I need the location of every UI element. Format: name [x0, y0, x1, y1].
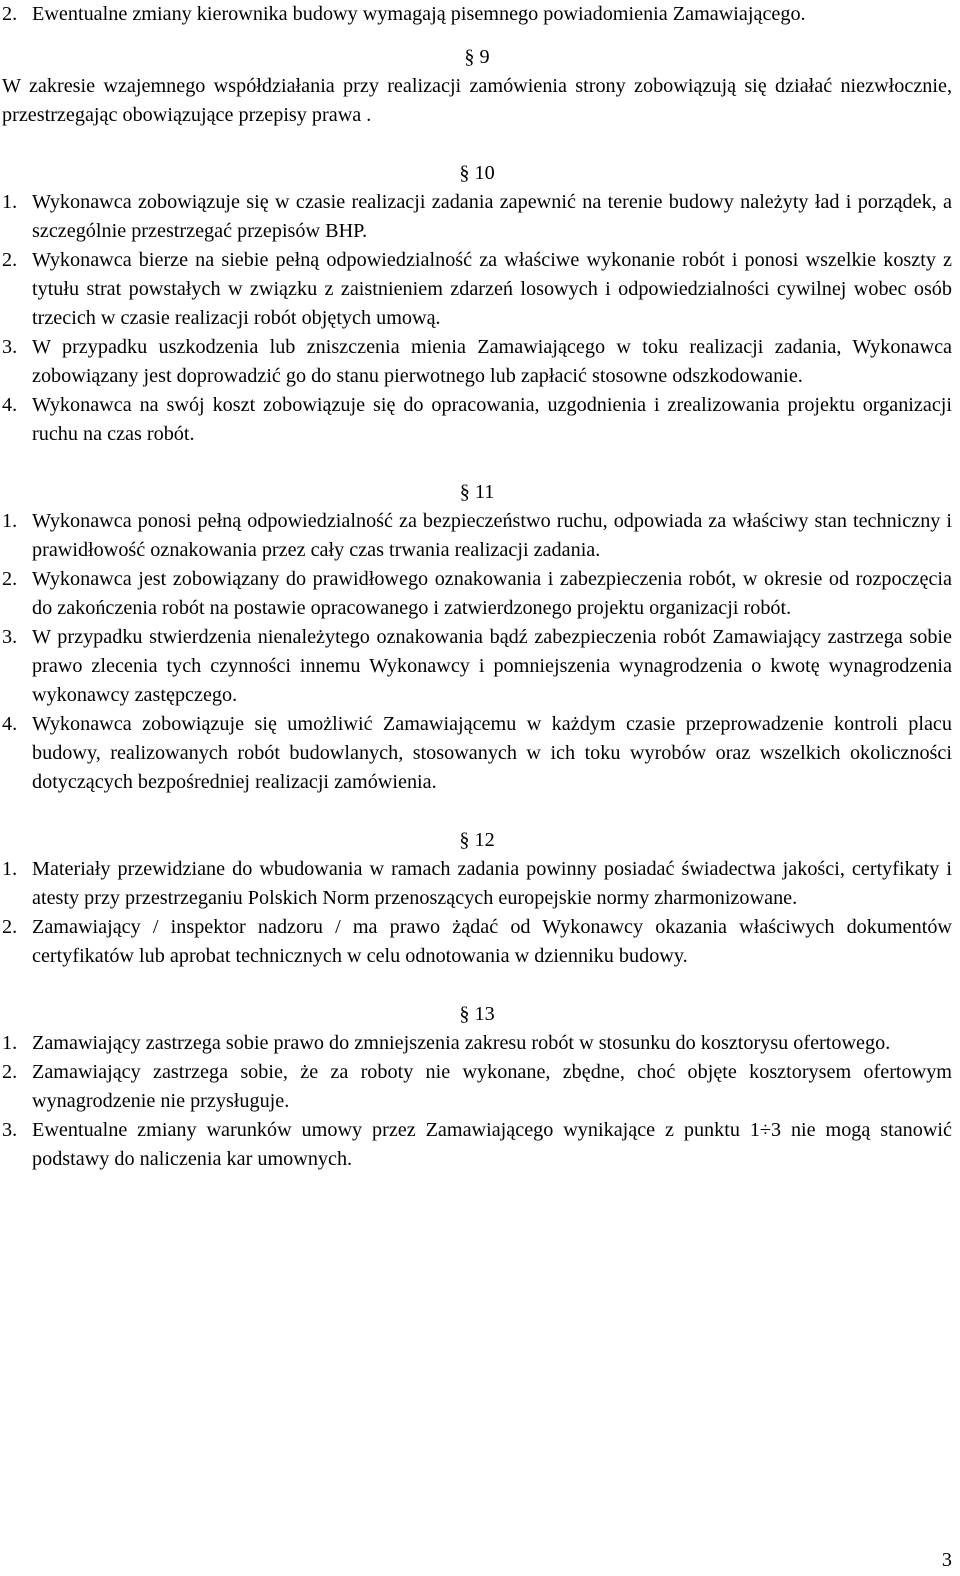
item-number: 3. [2, 1119, 18, 1141]
item-number: 3. [2, 626, 18, 648]
section-heading-10: § 10 [459, 162, 495, 184]
item-number: 1. [2, 510, 18, 532]
document-page [2, 0, 952, 1174]
paragraph [2, 0, 952, 29]
page-number: 3 [941, 1549, 952, 1571]
item-number: 1. [2, 1032, 18, 1054]
list-item [2, 1116, 952, 1174]
list-item [2, 855, 952, 913]
item-text: Wykonawca jest zobowiązany do prawidłowego oznakowania i zabezpieczenia robót, w okresie od rozpoczęcia do zakończenia robót na postawie opracowanego i zatwierdzonego projektu organizacji robót. [32, 568, 952, 619]
item-number: 1. [2, 858, 18, 880]
item-number: 2. [2, 249, 18, 271]
item-number: 3. [2, 336, 18, 358]
item-number: 2. [2, 1061, 18, 1083]
list-item [2, 391, 952, 449]
paragraph-number: 2. [2, 3, 18, 25]
item-text: Zamawiający zastrzega sobie, że za roboty nie wykonane, zbędne, choć objęte kosztorysem ofertowym wynagrodzenie nie przysługuje. [32, 1061, 952, 1112]
item-text: W przypadku uszkodzenia lub zniszczenia mienia Zamawiającego w toku realizacji zadania, Wykonawca zobowiązany jest doprowadzić go do stanu pierwotnego lub zapłacić stosowne odszkodowanie. [32, 336, 952, 387]
list-item [2, 623, 952, 710]
section-heading-11: § 11 [459, 481, 495, 503]
item-text: W przypadku stwierdzenia nienależytego oznakowania bądź zabezpieczenia robót Zamawiający zastrzega sobie prawo zlecenia tych czynności innemu Wykonawcy i pomniejszenia wynagrodzenia o kwotę wynagrodzenia wykonawcy zastępczego. [32, 626, 952, 706]
item-number: 4. [2, 713, 18, 735]
list-item [2, 1029, 952, 1058]
paragraph-text: Ewentualne zmiany kierownika budowy wymagają pisemnego powiadomienia Zamawiającego. [32, 3, 806, 25]
list-item [2, 507, 952, 565]
section-heading-9: § 9 [464, 46, 490, 68]
list-item [2, 565, 952, 623]
item-text: Wykonawca na swój koszt zobowiązuje się do opracowania, uzgodnienia i zrealizowania projektu organizacji ruchu na czas robót. [32, 394, 952, 445]
section-9-text: W zakresie wzajemnego współdziałania przy realizacji zamówienia strony zobowiązują się działać niezwłocznie, przestrzegając obowiązujące przepisy prawa . [2, 75, 952, 126]
list-item [2, 188, 952, 246]
item-text: Wykonawca bierze na siebie pełną odpowiedzialność za właściwe wykonanie robót i ponosi wszelkie koszty z tytułu strat powstałych w związku z zaistnieniem zdarzeń losowych i odpowiedzialności cywilnej wobec osób trzecich w czasie realizacji robót objętych umową. [32, 249, 952, 329]
section-heading-13: § 13 [459, 1003, 495, 1025]
section-heading-12: § 12 [459, 829, 495, 851]
list-item [2, 333, 952, 391]
item-number: 2. [2, 916, 18, 938]
list-item [2, 1058, 952, 1116]
item-text: Materiały przewidziane do wbudowania w ramach zadania powinny posiadać świadectwa jakości, certyfikaty i atesty przy przestrzeganiu Polskich Norm przenoszących europejskie normy zharmonizowane. [32, 858, 952, 909]
item-text: Ewentualne zmiany warunków umowy przez Zamawiającego wynikające z punktu 1÷3 nie mogą stanowić podstawy do naliczenia kar umownych. [32, 1119, 952, 1170]
list-item [2, 913, 952, 971]
item-number: 4. [2, 394, 18, 416]
list-item [2, 246, 952, 333]
item-text: Wykonawca ponosi pełną odpowiedzialność za bezpieczeństwo ruchu, odpowiada za właściwy stan techniczny i prawidłowość oznakowania przez cały czas trwania realizacji zadania. [32, 510, 952, 561]
item-text: Zamawiający zastrzega sobie prawo do zmniejszenia zakresu robót w stosunku do kosztorysu ofertowego. [32, 1032, 891, 1054]
item-text: Wykonawca zobowiązuje się umożliwić Zamawiającemu w każdym czasie przeprowadzenie kontroli placu budowy, realizowanych robót budowlanych, stosowanych w ich toku wyrobów oraz wszelkich okoliczności dotyczących bezpośredniej realizacji zamówienia. [32, 713, 952, 793]
item-text: Zamawiający / inspektor nadzoru / ma prawo żądać od Wykonawcy okazania właściwych dokumentów certyfikatów lub aprobat technicznych w celu odnotowania w dzienniku budowy. [32, 916, 952, 967]
item-number: 2. [2, 568, 18, 590]
item-number: 1. [2, 191, 18, 213]
item-text: Wykonawca zobowiązuje się w czasie realizacji zadania zapewnić na terenie budowy należyty ład i porządek, a szczególnie przestrzegać przepisów BHP. [32, 191, 952, 242]
list-item [2, 710, 952, 797]
